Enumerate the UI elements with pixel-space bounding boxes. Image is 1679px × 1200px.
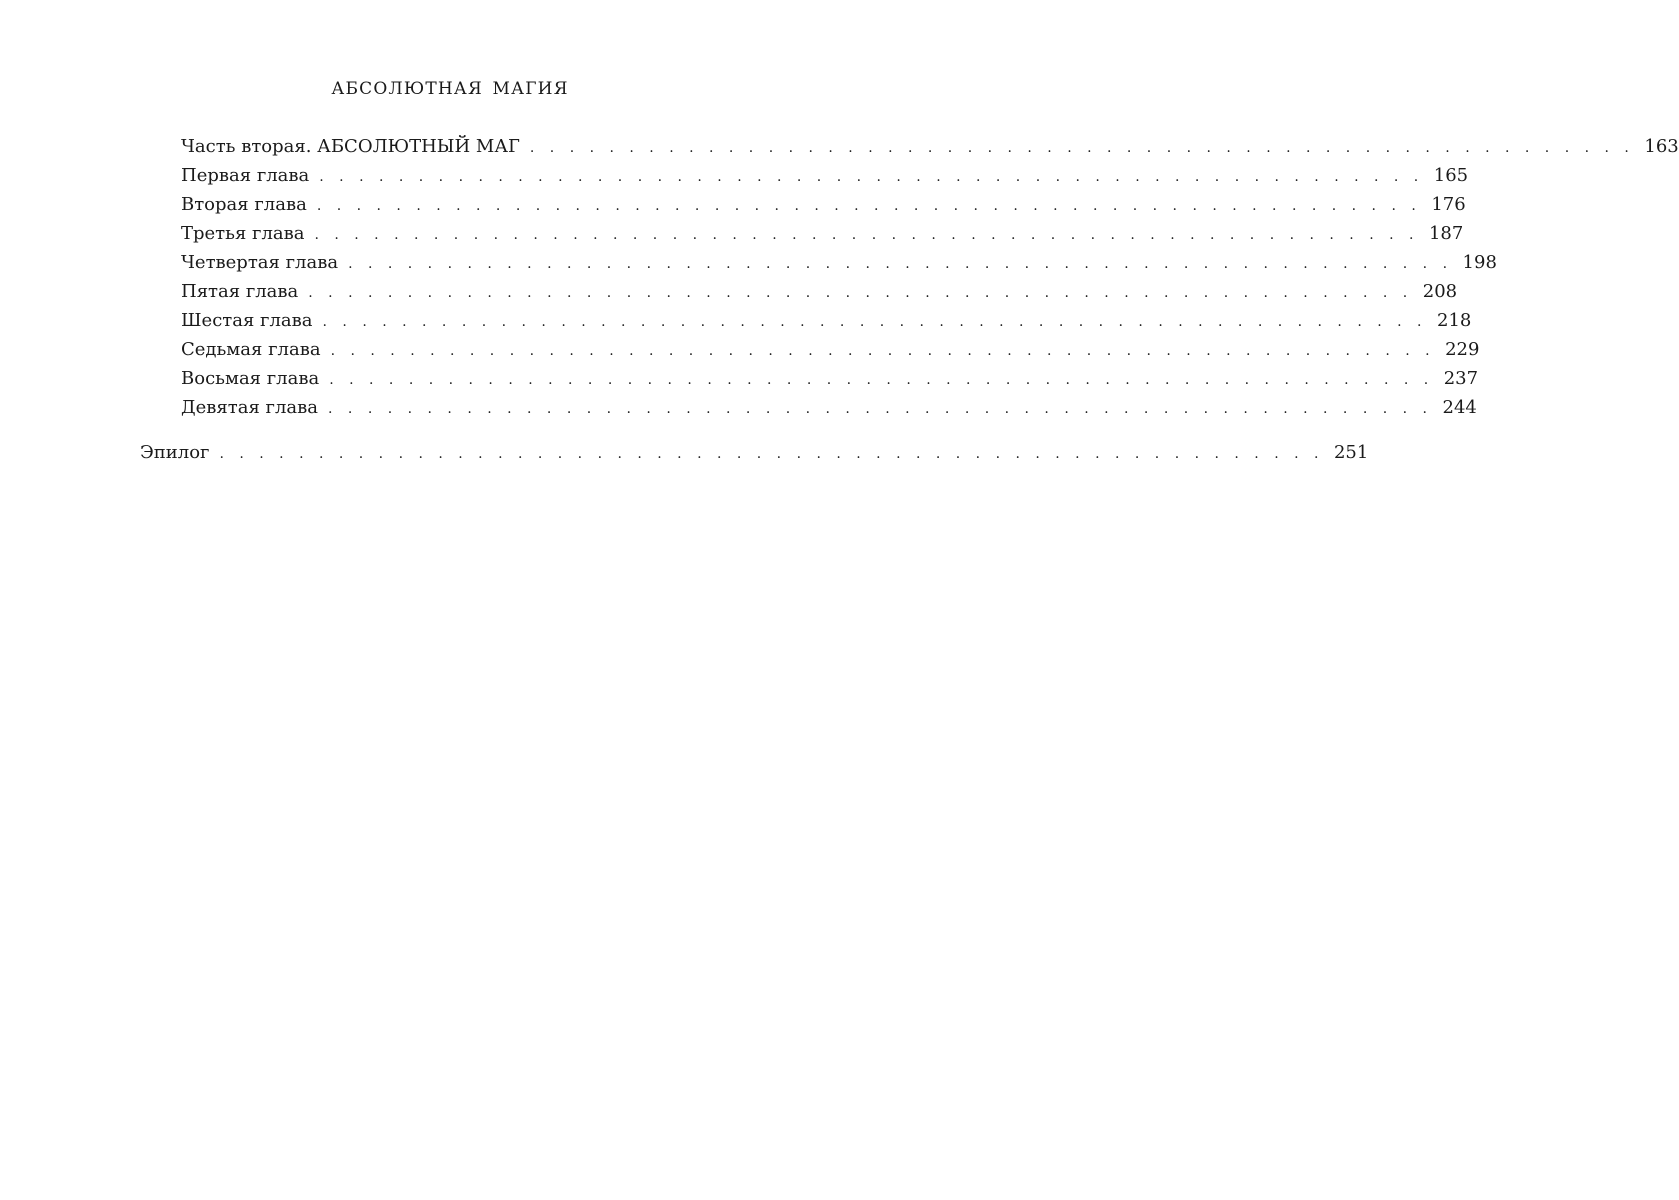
toc-entry-part-two[interactable] bbox=[181, 132, 1679, 161]
toc-entry-page: 218 bbox=[1437, 310, 1472, 331]
dot-leader: . . . . . . . . . . . . . . . . . . . . . . . . . . . . . . . . . . . . . . . . . . . . . . . . . . . . . . . . bbox=[308, 285, 1413, 301]
toc-entry-chapter-8[interactable] bbox=[181, 364, 1479, 393]
toc-entry-title: Четвертая глава bbox=[181, 252, 339, 273]
dot-leader: . . . . . . . . . . . . . . . . . . . . . . . . . . . . . . . . . . . . . . . . . . . . . . . . . . . . . . . . bbox=[219, 446, 1324, 462]
toc-entry-title: Девятая глава bbox=[181, 397, 319, 418]
toc-entry-chapter-2[interactable] bbox=[181, 190, 1466, 219]
toc-entry-title: Эпилог bbox=[140, 442, 210, 463]
toc-entry-title: Первая глава bbox=[181, 165, 310, 186]
dot-leader: . . . . . . . . . . . . . . . . . . . . . . . . . . . . . . . . . . . . . . . . . . . . . . . . . . . . . . . . bbox=[330, 343, 1436, 359]
toc-entry-page: 229 bbox=[1445, 339, 1480, 360]
toc-entry-epilogue[interactable] bbox=[140, 438, 1369, 467]
toc-entry-chapter-7[interactable] bbox=[181, 335, 1480, 364]
toc-entry-page: 244 bbox=[1442, 397, 1477, 418]
toc-entry-page: 237 bbox=[1443, 368, 1479, 389]
running-head: АБСОЛЮТНАЯ МАГИЯ bbox=[331, 79, 569, 99]
dot-leader: . . . . . . . . . . . . . . . . . . . . . . . . . . . . . . . . . . . . . . . . . . . . . . . . . . . . . . . . bbox=[322, 314, 1427, 330]
dot-leader: . . . . . . . . . . . . . . . . . . . . . . . . . . . . . . . . . . . . . . . . . . . . . . . . . . . . . . . . bbox=[529, 140, 1635, 156]
toc-entry-chapter-4[interactable] bbox=[181, 248, 1497, 277]
toc-entry-title: Шестая глава bbox=[181, 310, 313, 331]
toc-entry-title: Часть вторая. АБСОЛЮТНЫЙ МАГ bbox=[181, 136, 520, 157]
toc-entry-page: 176 bbox=[1431, 194, 1466, 215]
toc-entry-title: Восьмая глава bbox=[181, 368, 320, 389]
dot-leader: . . . . . . . . . . . . . . . . . . . . . . . . . . . . . . . . . . . . . . . . . . . . . . . . . . . . . . . . bbox=[319, 169, 1424, 185]
dot-leader: . . . . . . . . . . . . . . . . . . . . . . . . . . . . . . . . . . . . . . . . . . . . . . . . . . . . . . . . bbox=[348, 256, 1453, 272]
toc-entry-title: Вторая глава bbox=[181, 194, 307, 215]
toc-entry-page: 198 bbox=[1462, 252, 1497, 273]
toc-entry-title: Седьмая глава bbox=[181, 339, 321, 360]
toc-entry-page: 163 bbox=[1644, 136, 1679, 157]
toc-entry-chapter-9[interactable] bbox=[181, 393, 1477, 422]
toc-entry-chapter-3[interactable] bbox=[181, 219, 1464, 248]
toc-entry-chapter-6[interactable] bbox=[181, 306, 1472, 335]
toc-entry-page: 165 bbox=[1433, 165, 1469, 186]
toc-entry-page: 251 bbox=[1333, 442, 1369, 463]
dot-leader: . . . . . . . . . . . . . . . . . . . . . . . . . . . . . . . . . . . . . . . . . . . . . . . . . . . . . . . . bbox=[329, 372, 1434, 388]
toc-entry-chapter-1[interactable] bbox=[181, 161, 1469, 190]
toc-entry-title: Третья глава bbox=[181, 223, 305, 244]
toc-entry-chapter-5[interactable] bbox=[181, 277, 1458, 306]
toc-entry-page: 187 bbox=[1428, 223, 1464, 244]
toc-entry-page: 208 bbox=[1422, 281, 1458, 302]
dot-leader: . . . . . . . . . . . . . . . . . . . . . . . . . . . . . . . . . . . . . . . . . . . . . . . . . . . . . . . . bbox=[314, 227, 1419, 243]
dot-leader: . . . . . . . . . . . . . . . . . . . . . . . . . . . . . . . . . . . . . . . . . . . . . . . . . . . . . . . . bbox=[328, 401, 1433, 417]
toc-entry-title: Пятая глава bbox=[181, 281, 299, 302]
dot-leader: . . . . . . . . . . . . . . . . . . . . . . . . . . . . . . . . . . . . . . . . . . . . . . . . . . . . . . . . bbox=[316, 198, 1422, 214]
